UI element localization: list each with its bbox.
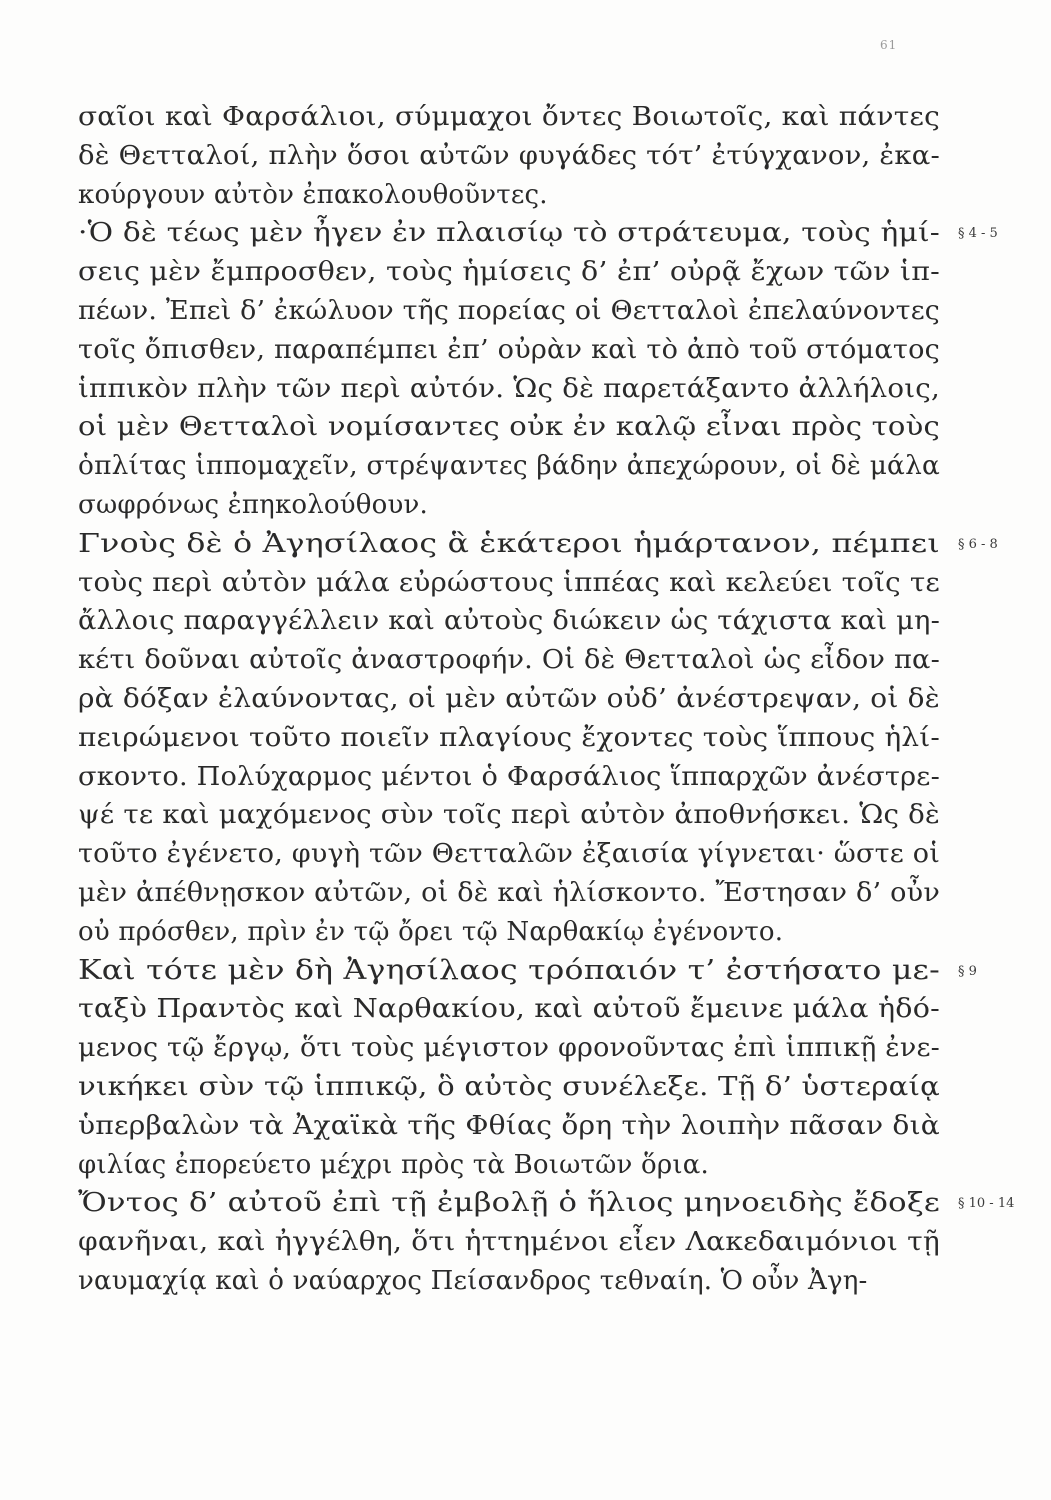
text-line: [78, 913, 940, 952]
text-line: [78, 447, 940, 486]
text-line-content: πειρώμενοι τοῦτο ποιεῖν πλαγίους ἔχοντες τοὺς ἵππους ἡλί-: [78, 722, 941, 753]
text-line: [78, 137, 940, 176]
text-line: [78, 1184, 940, 1223]
text-line: [78, 486, 940, 525]
text-line-content: τοῦτο ἐγένετο, φυγὴ τῶν Θετταλῶν ἐξαισία γίγνεται· ὥστε οἱ: [78, 839, 941, 870]
text-line-content: ρὰ δόξαν ἐλαύνοντας, οἱ μὲν αὐτῶν οὐδ’ ἀνέστρεψαν, οἱ δὲ: [78, 683, 940, 714]
text-line: [78, 370, 940, 409]
text-line-content: οἱ μὲν Θετταλοὶ νομίσαντες οὐκ ἐν καλῷ εἶναι πρὸς τοὺς: [78, 412, 940, 443]
margin-section-ref: § 4 - 5: [958, 226, 998, 242]
text-line-content: Γνοὺς δὲ ὁ Ἀγησίλαος ἃ ἑκάτεροι ἡμάρτανον, πέμπει: [78, 528, 941, 559]
text-line: [78, 990, 940, 1029]
text-line-content: φανῆναι, καὶ ἠγγέλθη, ὅτι ἡττημένοι εἶεν Λακεδαιμόνιοι τῇ: [78, 1227, 941, 1258]
text-line-content: κούργουν αὐτὸν ἐπακολουθοῦντες.: [78, 179, 548, 210]
text-line: [78, 835, 940, 874]
text-line: [78, 176, 940, 215]
text-line: [78, 564, 940, 603]
text-line-content: ψέ τε καὶ μαχόμενος σὺν τοῖς περὶ αὐτὸν ἀποθνήσκει. Ὡς δὲ: [78, 800, 941, 831]
text-line-content: δὲ Θετταλοί, πλὴν ὅσοι αὐτῶν φυγάδες τότ’ ἐτύγχανον, ἐκα-: [78, 140, 940, 171]
text-line-content: ταξὺ Πραντὸς καὶ Ναρθακίου, καὶ αὐτοῦ ἔμεινε μάλα ἡδό-: [78, 994, 940, 1025]
text-line: [78, 874, 940, 913]
text-line: [78, 214, 940, 253]
text-line-content: ὑπερβαλὼν τὰ Ἀχαϊκὰ τῆς Φθίας ὄρη τὴν λοιπὴν πᾶσαν διὰ: [78, 1110, 941, 1141]
text-line: [78, 525, 940, 564]
text-line-content: μενος τῷ ἔργῳ, ὅτι τοὺς μέγιστον φρονοῦντας ἐπὶ ἱππικῇ ἐνε-: [78, 1033, 941, 1064]
text-line: [78, 602, 940, 641]
text-line-content: σωφρόνως ἐπηκολούθουν.: [78, 489, 428, 520]
text-line-content: φιλίας ἐπορεύετο μέχρι πρὸς τὰ Βοιωτῶν ὅρια.: [78, 1149, 709, 1180]
margin-section-ref: § 9: [958, 963, 977, 979]
text-line: [78, 1146, 940, 1185]
text-line: [78, 331, 940, 370]
text-line: [78, 641, 940, 680]
text-line: [78, 1068, 940, 1107]
text-line-content: ναυμαχίᾳ καὶ ὁ ναύαρχος Πείσανδρος τεθναίη. Ὁ οὖν Ἀγη-: [78, 1265, 868, 1296]
text-line: [78, 408, 940, 447]
text-line-content: νικήκει σὺν τῷ ἱππικῷ, ὃ αὐτὸς συνέλεξε. Τῇ δ’ ὑστεραίᾳ: [78, 1071, 940, 1102]
text-line: [78, 292, 940, 331]
text-line: [78, 719, 940, 758]
text-line: [78, 1029, 940, 1068]
text-line: [78, 1262, 940, 1301]
text-line-content: ·Ὁ δὲ τέως μὲν ἦγεν ἐν πλαισίῳ τὸ στράτευμα, τοὺς ἡμί-: [78, 218, 940, 249]
text-line-content: ἱππικὸν πλὴν τῶν περὶ αὐτόν. Ὡς δὲ παρετάξαντο ἀλλήλοις,: [78, 373, 941, 404]
text-line-content: ὁπλίτας ἱππομαχεῖν, στρέψαντες βάδην ἀπεχώρουν, οἱ δὲ μάλα: [78, 451, 941, 482]
text-line: [78, 1107, 940, 1146]
margin-section-ref: § 6 - 8: [958, 536, 998, 552]
text-line-content: Ὄντος δ’ αὐτοῦ ἐπὶ τῇ ἐμβολῇ ὁ ἥλιος μηνοειδὴς ἔδοξε: [78, 1188, 941, 1219]
text-column: [78, 98, 940, 1301]
margin-section-ref: § 10 - 14: [958, 1196, 1015, 1212]
text-line: [78, 758, 940, 797]
text-line: [78, 952, 940, 991]
text-line: [78, 796, 940, 835]
text-line-content: τοὺς περὶ αὐτὸν μάλα εὐρώστους ἱππέας καὶ κελεύει τοῖς τε: [78, 567, 940, 598]
text-line: [78, 253, 940, 292]
text-line-content: κέτι δοῦναι αὐτοῖς ἀναστροφήν. Οἱ δὲ Θετταλοὶ ὡς εἶδον πα-: [78, 645, 940, 676]
text-line-content: ἄλλοις παραγγέλλειν καὶ αὐτοὺς διώκειν ὡς τάχιστα καὶ μη-: [78, 606, 940, 637]
text-line-content: σκοντο. Πολύχαρμος μέντοι ὁ Φαρσάλιος ἵππαρχῶν ἀνέστρε-: [78, 761, 940, 792]
text-line-content: πέων. Ἐπεὶ δ’ ἐκώλυον τῆς πορείας οἱ Θετταλοὶ ἐπελαύνοντες: [78, 295, 940, 326]
text-line: [78, 98, 940, 137]
text-line-content: μὲν ἀπέθνῃσκον αὐτῶν, οἱ δὲ καὶ ἡλίσκοντο. Ἔστησαν δ’ οὖν: [78, 877, 941, 908]
text-line: [78, 1223, 940, 1262]
text-line-content: τοῖς ὄπισθεν, παραπέμπει ἐπ’ οὐρὰν καὶ τὸ ἀπὸ τοῦ στόματος: [78, 334, 941, 365]
text-line-content: σαῖοι καὶ Φαρσάλιοι, σύμμαχοι ὄντες Βοιωτοῖς, καὶ πάντες: [78, 102, 941, 132]
text-line-content: σεις μὲν ἔμπροσθεν, τοὺς ἡμίσεις δ’ ἐπ’ οὐρᾷ ἔχων τῶν ἱπ-: [78, 257, 941, 288]
page-number: 61: [880, 38, 898, 52]
text-line: [78, 680, 940, 719]
text-line-content: Καὶ τότε μὲν δὴ Ἀγησίλαος τρόπαιόν τ’ ἐστήσατο με-: [78, 954, 940, 986]
text-line-content: οὐ πρόσθεν, πρὶν ἐν τῷ ὄρει τῷ Ναρθακίῳ ἐγένοντο.: [78, 916, 784, 947]
